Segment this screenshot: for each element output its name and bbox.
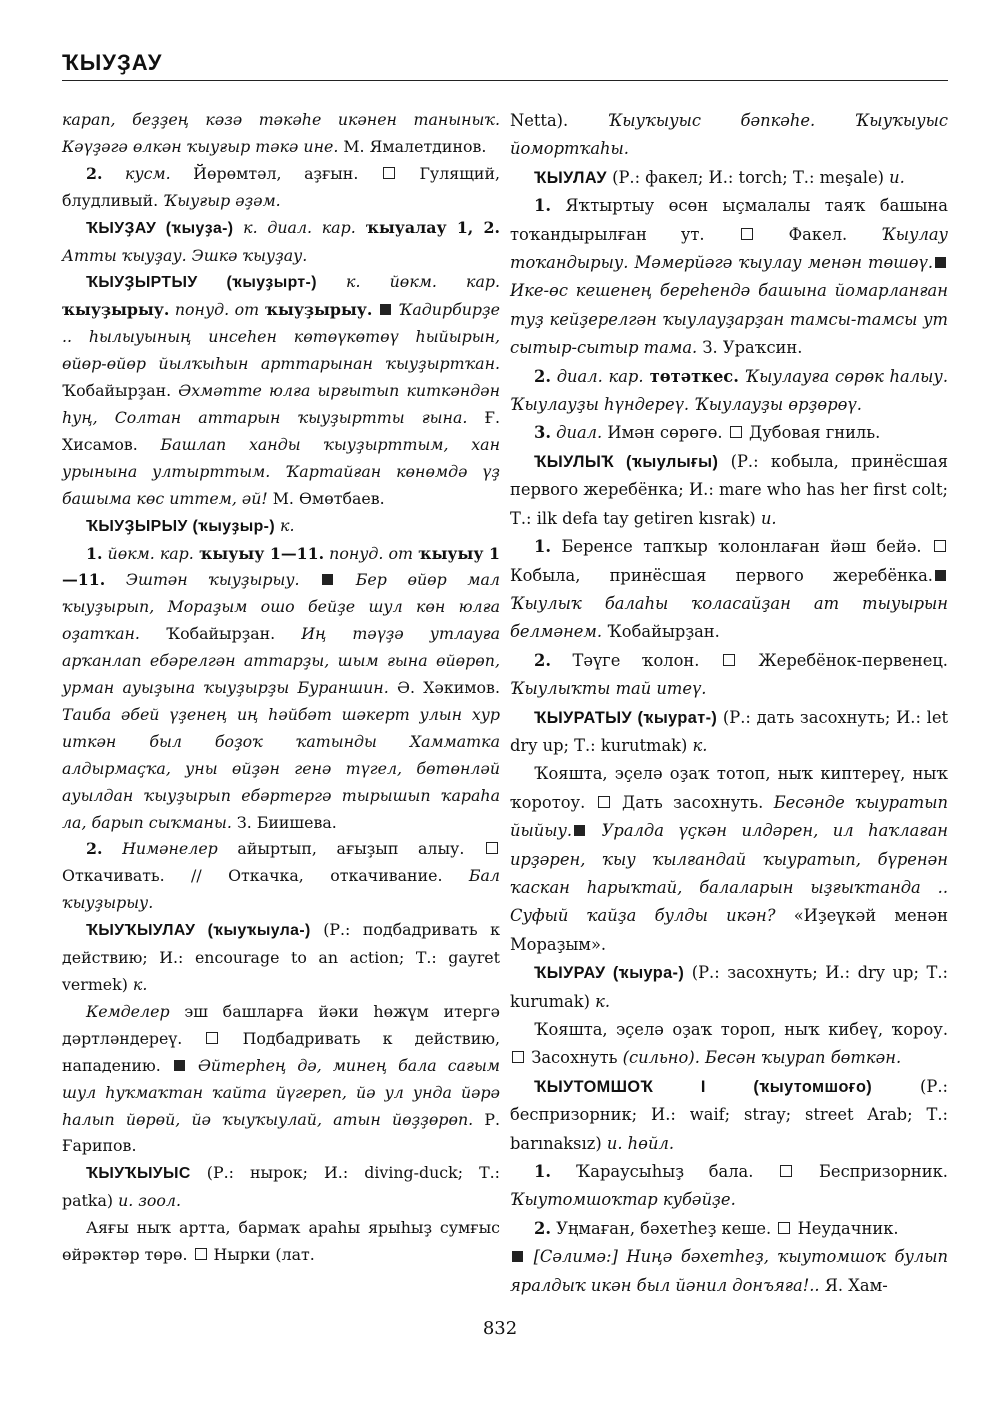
example-black-square-icon xyxy=(935,570,946,581)
sense-2: 2. Нимәнелер айыртып, ағыҙып алыу. Откачивать. // Откачка, откачивание. Бал ҡыуҙырыу. xyxy=(62,839,500,913)
entry-kyuzyryu: ҠЫУҘЫРЫУ (ҡыуҙыр-) к. xyxy=(86,515,295,535)
entry-kyurau: ҠЫУРАУ (ҡыура-) (Р.: засохнуть; И.: dry up; Т.: kurumak) к. xyxy=(510,963,948,1011)
right-column xyxy=(510,107,948,1300)
sense-3: 3. диал. Имән сөрөгө. Дубовая гниль. xyxy=(534,423,881,443)
translation-square-icon xyxy=(741,228,753,240)
translation-square-icon xyxy=(486,842,498,854)
example-black-square-icon xyxy=(322,574,333,585)
example-black-square-icon xyxy=(174,1060,185,1071)
entry-kyuratyu: ҠЫУРАТЫУ (ҡыурат-) (Р.: дать засохнуть; И.: let dry up; Т.: kurutmak) к. xyxy=(510,707,949,755)
example-black-square-icon xyxy=(380,304,391,315)
example: [Сәлимә:] Ниңә бәхетһеҙ, ҡыутомшоҡ булып яралдыҡ икән был йәнил донъяға!.. Я. Хам- xyxy=(510,1247,948,1295)
entry-kyutomshok: ҠЫУТОМШОҠ I (ҡыутомшоғо) (Р.: беспризорник; И.: waif; stray; street Arab; Т.: barınaksız) и. һөйл. xyxy=(510,1076,948,1153)
entry-kyuzyrtyu: ҠЫУҘЫРТЫУ (ҡыуҙырт-) к. йөкм. кар. ҡыуҙырыу. понуд. от ҡыуҙырыу. Ҡадирбирҙе .. һылыуының инсеһен көтөүкөтөү һыйырын, өйөр-өйөр йылҡыһын арттарынан ҡыуҙыртҡан. Ҡобайырҙан. Әхмәтте юлға ырғытып киткәндән һуң, Солтан аттарын ҡыуҙыртты ғына. Ғ. Хисамов. Башлап ханды ҡыуҙырттым, хан урынына ултырттым. Ҡартайған көнөмдә үҙ башыма көс иттем, әй! М. Өмөтбаев. xyxy=(62,272,500,508)
definition: Ҡояшта, эҫелә оҙаҡ тотоп, ныҡ киптереү, ныҡ ҡоротоу. Дать засохнуть. Бесәнде ҡыуратып йыйыу. Уралда үҫкән илдәрен, ил һаҡлаған ирҙәрен, ҡыу ҡылғандай ҡыуратып, бүренән ҡаскан һарыҡтай, балаларын ыҙғыҡтанда .. Суфый ҡайҙа булды икән? «Иҙеүкәй менән Мораҙым». xyxy=(510,764,948,954)
sense-1: 1. Беренсе тапҡыр ҡолонлаған йәш бейә. Кобыла, принёсшая первого жеребёнка. Ҡыулыҡ балаһы ҡоласайҙан ат тыуырын белмәнем. Ҡобайырҙан. xyxy=(510,537,948,642)
translation-square-icon xyxy=(383,167,395,179)
sense-1: 1. Ҡараусыһыҙ бала. Беспризорник. Ҡыутомшоҡтар кубәйҙе. xyxy=(510,1162,948,1210)
translation-square-icon xyxy=(723,654,735,666)
left-column xyxy=(62,107,500,1269)
entry-kyukyulau: ҠЫУҠЫУЛАУ (ҡыуҡыула-) (Р.: подбадривать к действию; И.: encourage to an action; Т.: gayret vermek) к. xyxy=(62,920,500,994)
page-number: 832 xyxy=(482,1318,518,1339)
headword: ҠЫУРАТЫУ (ҡыурат-) xyxy=(534,708,718,727)
translation-square-icon xyxy=(730,426,742,438)
entry-kyulau: ҠЫУЛАУ (Р.: факел; И.: torch; Т.: meşale) и. xyxy=(534,167,905,187)
entry-kyuzau: ҠЫУҘАУ (ҡыуҙа-) к. диал. кар. ҡыуалау 1, 2. Атты ҡыуҙау. Эшкә ҡыуҙау. xyxy=(62,217,500,265)
sense-2: 2. Тәүге ҡолон. Жеребёнок-первенец. Ҡыулыҡты тай итеү. xyxy=(510,650,948,699)
definition: Аяғы ныҡ артта, бармаҡ араһы ярыһыҙ сумғыс өйрәктәр төрө. Нырки (лат. xyxy=(62,1218,500,1265)
example-black-square-icon xyxy=(935,257,946,268)
definition: Кемделер эш башларға йәки һөжүм итергә дәртләндереү. Подбадривать к действию, нападению. Әйтерһең дә, минең бала сағым шул һуҡмаҡтан ҡайта йүгереп, йә ул унда йәрә һалып йөрөй, йә ҡыуҡыулай, атын йөҙҙөрөп. Р. Ғарипов. xyxy=(62,1001,501,1156)
translation-square-icon xyxy=(206,1032,218,1044)
headword: ҠЫУҘЫРТЫУ (ҡыуҙырт-) xyxy=(86,274,317,292)
page-header xyxy=(62,50,947,76)
headword: ҠЫУТОМШОҠ I (ҡыутомшоғо) xyxy=(534,1077,873,1096)
translation-square-icon xyxy=(780,1165,792,1177)
entry-kyulyk: ҠЫУЛЫҠ (ҡыулығы) (Р.: кобыла, принёсшая первого жеребёнка; И.: mare who has her first colt; Т.: ilk defa tay getiren kısrak) и. xyxy=(510,451,948,528)
paragraph-continuation: карап, беҙҙең кәзә тәкәһе икәнен таныныҡ. Кәүҙәгә өлкән ҡыуғыр тәкә ине. М. Ямалетдинов. xyxy=(62,110,500,156)
headword: ҠЫУРАУ (ҡыура-) xyxy=(534,964,685,983)
headword: ҠЫУҠЫУЛАУ (ҡыуҡыула-) xyxy=(86,922,311,940)
header-rule xyxy=(62,80,948,81)
running-head: ҠЫУҘАУ xyxy=(62,50,163,75)
paragraph-continuation: Netta). Ҡыуҡыуыс бәпкәһе. Ҡыуҡыуыс йомортҡаһы. xyxy=(510,111,948,159)
headword: ҠЫУҠЫУЫС xyxy=(86,1165,191,1183)
translation-square-icon xyxy=(598,796,610,808)
example-black-square-icon xyxy=(574,825,585,836)
translation-square-icon xyxy=(934,540,946,552)
translation-square-icon xyxy=(195,1248,207,1260)
example-black-square-icon xyxy=(512,1251,523,1262)
translation-square-icon xyxy=(778,1222,790,1234)
sense-2: 2. диал. кар. төтәткес. Ҡыулауға сөрөк һалыу. Ҡыулауҙы һүндереү. Ҡыулауҙы өрҙөрөү. xyxy=(510,366,948,415)
sense-2: 2. кусм. Йөрөмтәл, аҙғын. Гулящий, блудливый. Ҡыуғыр әҙәм. xyxy=(62,163,500,210)
sense-1: 1. йөкм. кар. ҡыуыу 1—11. понуд. от ҡыуыу 1—11. Эштән ҡыуҙырыу. Бер өйөр мал ҡыуҙырып, Мораҙым ошо бейҙе шул көн юлға оҙатҡан. Ҡобайырҙан. Иң тәүҙә утлауға арҡанлап ебәрелгән аттарҙы, шым ғына өйөрөп, урман ауыҙына ҡыуҙырҙы Бураншин. Ә. Хәкимов. Таиба әбей үҙенең иң һәйбәт шәкерт улын хур иткән был боҙоҡ ҡатынды Хамматка алдырмаҫҡа, уны өйҙән генә түгел, бөтөнләй ауылдан ҡыуҙырып ебәртергә тырышып ҡараһа ла, барып сыҡманы. З. Биишева. xyxy=(62,543,500,832)
headword: ҠЫУҘЫРЫУ (ҡыуҙыр-) xyxy=(86,517,275,535)
sense-1: 1. Яҡтыртыу өсөн ыҫмалалы таяҡ башына тоҡандырылған ут. Факел. Ҡыулау тоҡандырыу. Мәмерйәгә ҡыулау менән төшөү. Ике-өс кешенең береһендә башына йомарланған туҙ кейҙерелгән ҡыулауҙарҙан тамсы-тамсы ут сытыр-сытыр тама. З. Ураҡсин. xyxy=(510,196,948,358)
translation-square-icon xyxy=(512,1051,524,1063)
definition: Ҡояшта, эҫелә оҙаҡ тороп, ныҡ кибеү, ҡороу. Засохнуть (сильно). Бесән ҡыурап бөткән. xyxy=(510,1016,948,1073)
entry-kyukyuys: ҠЫУҠЫУЫС (Р.: нырок; И.: diving-duck; Т.: patka) и. зоол. xyxy=(62,1163,500,1211)
headword: ҠЫУЛАУ xyxy=(534,168,607,187)
headword: ҠЫУҘАУ (ҡыуҙа-) xyxy=(86,219,234,237)
headword: ҠЫУЛЫҠ (ҡыулығы) xyxy=(534,452,719,471)
sense-2: 2. Уңмаған, бәхетһеҙ кеше. Неудачник. xyxy=(534,1218,899,1238)
